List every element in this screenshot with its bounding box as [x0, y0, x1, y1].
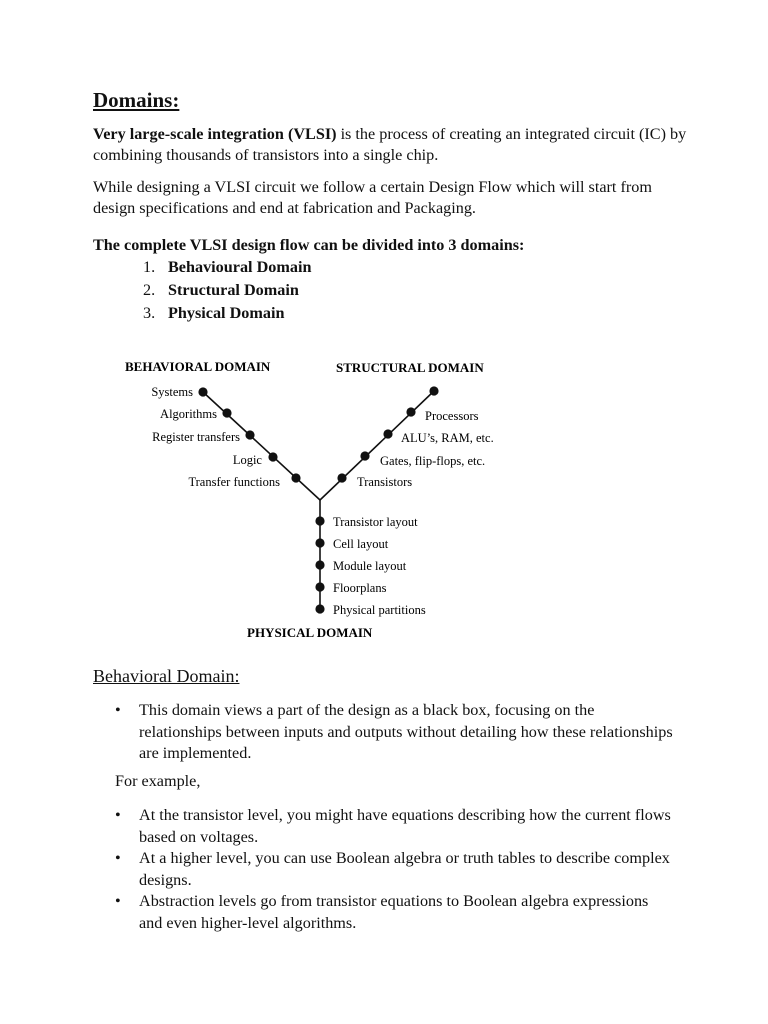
for-example-text: For example, [115, 772, 201, 790]
behavioral-node [245, 430, 254, 439]
behavioral-label: Register transfers [152, 430, 240, 444]
list-item [115, 891, 675, 934]
intro-rest: is the process of creating an integrated circuit (IC) by combining thousands of transistors into a single chip. [93, 125, 687, 164]
structural-domain-title: STRUCTURAL DOMAIN [336, 360, 484, 375]
y-chart-diagram [0, 350, 768, 650]
domains-list [143, 256, 311, 325]
bullet-text: Abstraction levels go from transistor equations to Boolean algebra expressions and even higher-level algorithms. [139, 892, 649, 932]
bullet-text: This domain views a part of the design as a black box, focusing on the relationships between inputs and outputs without detailing how these relationships are implemented. [139, 701, 673, 762]
list-item [143, 279, 311, 302]
structural-node [337, 473, 346, 482]
list-item [115, 848, 675, 891]
structural-node [429, 386, 438, 395]
behavioral-label: Transfer functions [188, 475, 280, 489]
vlsi-term: Very large-scale integration (VLSI) [93, 125, 337, 143]
structural-node [360, 451, 369, 460]
bullet-icon: • [115, 806, 121, 824]
physical-label: Module layout [333, 559, 407, 573]
list-item [143, 302, 311, 325]
bullet-icon: • [115, 849, 121, 867]
behavioral-label: Algorithms [160, 407, 217, 421]
physical-node [315, 538, 324, 547]
bullet-text: At a higher level, you can use Boolean algebra or truth tables to describe complex designs. [139, 849, 670, 889]
list-label: Physical Domain [168, 304, 285, 322]
physical-domain-title: PHYSICAL DOMAIN [247, 625, 373, 640]
list-label: Behavioural Domain [168, 258, 312, 276]
list-item [143, 256, 311, 279]
design-flow-paragraph: While designing a VLSI circuit we follow a certain Design Flow which will start from design specifications and end at fabrication and Packaging. [93, 178, 652, 217]
behavioral-label: Systems [151, 385, 193, 399]
behavioral-label: Logic [232, 453, 262, 467]
page-title: Domains: [93, 88, 180, 112]
physical-label: Physical partitions [333, 603, 426, 617]
physical-label: Transistor layout [333, 515, 418, 529]
structural-node [406, 407, 415, 416]
structural-label: Processors [425, 409, 479, 423]
list-item [115, 805, 675, 848]
list-number: 3. [143, 304, 156, 322]
list-label: Structural Domain [168, 281, 299, 299]
bullet-icon: • [115, 701, 121, 719]
behavioral-bullet-list [115, 700, 675, 765]
physical-node [315, 582, 324, 591]
physical-label: Floorplans [333, 581, 387, 595]
physical-node [315, 604, 324, 613]
list-item [115, 700, 675, 765]
structural-label: ALU’s, RAM, etc. [401, 431, 494, 445]
structural-label: Transistors [357, 475, 413, 489]
behavioral-node [198, 387, 207, 396]
structural-node [383, 429, 392, 438]
example-bullet-list [115, 805, 675, 934]
behavioral-section-title: Behavioral Domain: [93, 666, 240, 686]
list-number: 2. [143, 281, 156, 299]
bullet-icon: • [115, 892, 121, 910]
physical-label: Cell layout [333, 537, 389, 551]
behavioral-node [222, 408, 231, 417]
bullet-text: At the transistor level, you might have equations describing how the current flows based on voltages. [139, 806, 671, 846]
physical-node [315, 560, 324, 569]
structural-label: Gates, flip-flops, etc. [380, 454, 486, 468]
behavioral-node [291, 473, 300, 482]
intro-paragraph [93, 124, 693, 166]
behavioral-domain-title: BEHAVIORAL DOMAIN [125, 359, 271, 374]
physical-node [315, 516, 324, 525]
behavioral-node [268, 452, 277, 461]
domains-intro: The complete VLSI design flow can be divided into 3 domains: [93, 236, 525, 254]
list-number: 1. [143, 258, 156, 276]
